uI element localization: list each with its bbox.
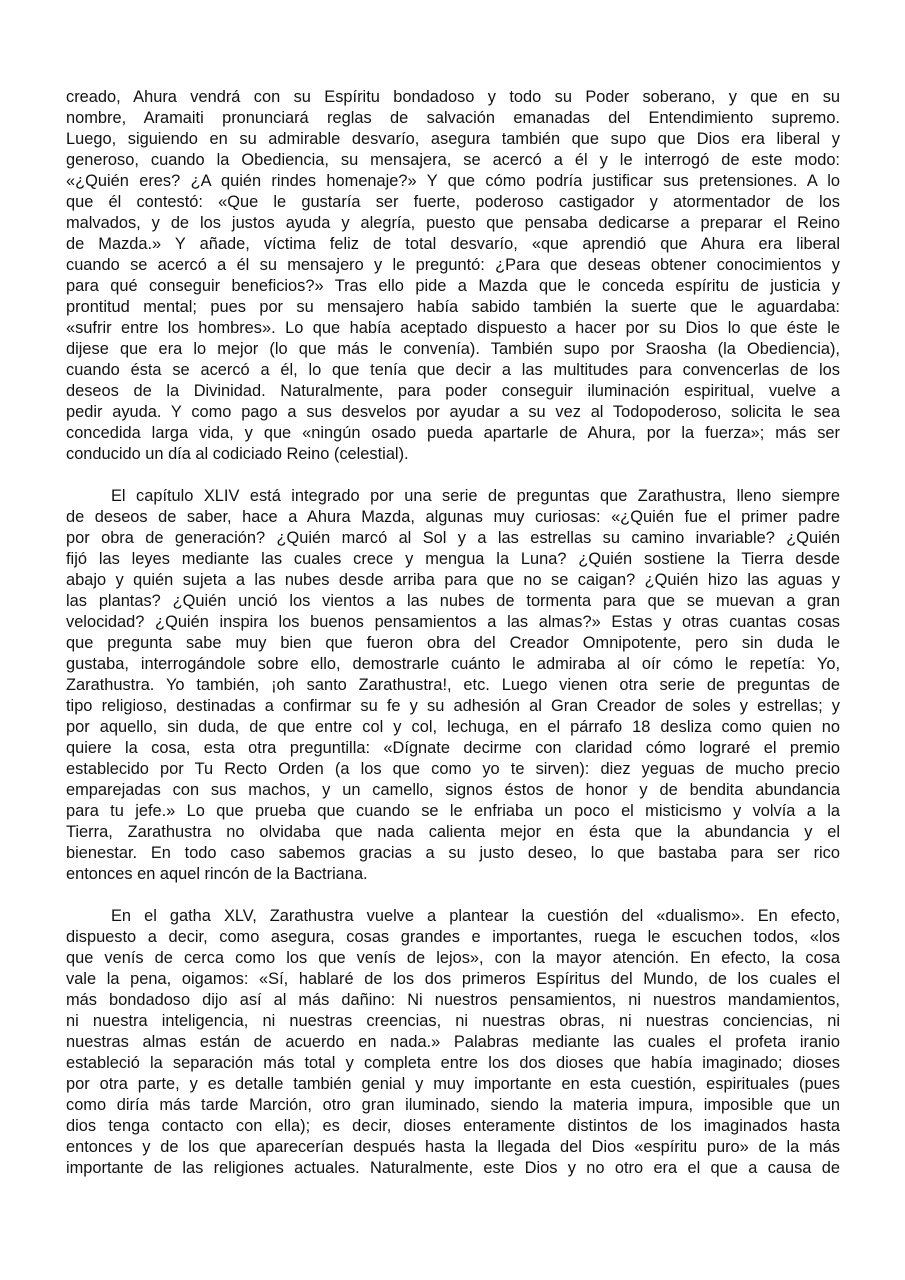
- text-line: más bondadoso dijo así al más dañino: Ni nuestros pensamientos, ni nuestros mandamientos,: [66, 991, 840, 1009]
- text-line: emparejadas con sus machos, y un camello, signos éstos de honor y de bendita abundancia: [66, 781, 840, 799]
- text-line: conducido un día al codiciado Reino (celestial).: [66, 445, 409, 463]
- document-page: [66, 87, 840, 1200]
- text-line: dispuesto a decir, como asegura, cosas grandes e importantes, ruega le escuchen todos, «los: [66, 928, 840, 946]
- text-line: de Mazda.» Y añade, víctima feliz de total desvarío, «que aprendió que Ahura era liberal: [66, 235, 840, 253]
- paragraph: [66, 486, 840, 885]
- text-line: las plantas? ¿Quién unció los vientos a las nubes de tormenta para que se muevan a gran: [66, 592, 840, 610]
- text-line: Tierra, Zarathustra no olvidaba que nada calienta mejor en ésta que la abundancia y el: [66, 823, 840, 841]
- text-line: para qué conseguir beneficios?» Tras ello pide a Mazda que le conceda espíritu de justicia y: [66, 277, 840, 295]
- text-line: importante de las religiones actuales. Naturalmente, este Dios y no otro era el que a causa de: [66, 1159, 840, 1177]
- text-line: que pregunta sabe muy bien que fueron obra del Creador Omnipotente, pero sin duda le: [66, 634, 840, 652]
- text-line: entonces y de los que aparecerían después hasta la llegada del Dios «espíritu puro» de la más: [66, 1138, 840, 1156]
- text-line: dios tenga contacto con ella); es decir, dioses enteramente distintos de los imaginados hasta: [66, 1117, 840, 1135]
- text-line: cuando ésta se acercó a él, lo que tenía que decir a las multitudes para convencerlas de los: [66, 361, 840, 379]
- text-line: como diría más tarde Marción, otro gran iluminado, siendo la materia impura, imposible que un: [66, 1096, 840, 1114]
- text-line: malvados, y de los justos ayuda y alegría, puesto que pensaba dedicarse a preparar el Reino: [66, 214, 840, 232]
- text-line: cuando se acercó a él su mensajero y le preguntó: ¿Para que deseas obtener conocimientos y: [66, 256, 840, 274]
- text-line: para tu jefe.» Lo que prueba que cuando se le enfriaba un poco el misticismo y volvía a la: [66, 802, 840, 820]
- paragraph: [66, 906, 840, 1179]
- text-line: ni nuestra inteligencia, ni nuestras creencias, ni nuestras obras, ni nuestras conciencias, ni: [66, 1012, 840, 1030]
- text-line: abajo y quién sujeta a las nubes desde arriba para que no se caigan? ¿Quién hizo las aguas y: [66, 571, 840, 589]
- text-line: velocidad? ¿Quién inspira los buenos pensamientos a las almas?» Estas y otras cuantas cosas: [66, 613, 840, 631]
- text-line: Zarathustra. Yo también, ¡oh santo Zarathustra!, etc. Luego vienen otra serie de preguntas de: [66, 676, 840, 694]
- text-line: deseos de la Divinidad. Naturalmente, para poder conseguir iluminación espiritual, vuelve a: [66, 382, 840, 400]
- paragraph: [66, 87, 840, 465]
- text-line: vale la pena, oigamos: «Sí, hablaré de los dos primeros Espíritus del Mundo, de los cuales el: [66, 970, 840, 988]
- text-line: establecido por Tu Recto Orden (a los que como yo te sirven): diez yeguas de mucho precio: [66, 760, 840, 778]
- text-line: El capítulo XLIV está integrado por una serie de preguntas que Zarathustra, lleno siempre: [111, 487, 840, 505]
- text-line: En el gatha XLV, Zarathustra vuelve a plantear la cuestión del «dualismo». En efecto,: [111, 907, 840, 925]
- text-line: pedir ayuda. Y como pago a sus desvelos por ayudar a su vez al Todopoderoso, solicita le sea: [66, 403, 840, 421]
- text-line: que él contestó: «Que le gustaría ser fuerte, poderoso castigador y atormentador de los: [66, 193, 840, 211]
- text-line: por obra de generación? ¿Quién marcó al Sol y a las estrellas su camino invariable? ¿Quién: [66, 529, 840, 547]
- text-line: por aquello, sin duda, de que entre col y col, lechuga, en el párrafo 18 desliza como quien no: [66, 718, 840, 736]
- text-line: Luego, siguiendo en su admirable desvarío, asegura también que supo que Dios era liberal y: [66, 130, 840, 148]
- text-line: generoso, cuando la Obediencia, su mensajera, se acercó a él y le interrogó de este modo:: [66, 151, 840, 169]
- text-line: nuestras almas están de acuerdo en nada.» Palabras mediante las cuales el profeta iranio: [66, 1033, 840, 1051]
- text-line: «sufrir entre los hombres». Lo que había aceptado dispuesto a hacer por su Dios lo que éste le: [66, 319, 840, 337]
- text-line: nombre, Aramaiti pronunciará reglas de salvación emanadas del Entendimiento supremo.: [66, 109, 840, 127]
- text-line: tipo religioso, destinadas a confirmar su fe y su adhesión al Gran Creador de soles y estrellas; y: [66, 697, 840, 715]
- text-line: fijó las leyes mediante las cuales crece y mengua la Luna? ¿Quién sostiene la Tierra desde: [66, 550, 840, 568]
- text-line: bienestar. En todo caso sabemos gracias a su justo deseo, lo que bastaba para ser rico: [66, 844, 840, 862]
- text-line: prontitud mental; pues por su mensajero había sabido también la suerte que le aguardaba:: [66, 298, 840, 316]
- text-line: dijese que era lo mejor (lo que más le convenía). También supo por Sraosha (la Obediencia),: [66, 340, 840, 358]
- text-line: que venís de cerca como los que venís de lejos», con la mayor atención. En efecto, la cosa: [66, 949, 840, 967]
- text-line: estableció la separación más total y completa entre los dos dioses que había imaginado; dioses: [66, 1054, 840, 1072]
- text-line: por otra parte, y es detalle también genial y muy importante en esta cuestión, espirituales (pues: [66, 1075, 840, 1093]
- text-line: «¿Quién eres? ¿A quién rindes homenaje?» Y que cómo podría justificar sus pretensiones. A lo: [66, 172, 840, 190]
- text-line: creado, Ahura vendrá con su Espíritu bondadoso y todo su Poder soberano, y que en su: [66, 88, 840, 106]
- text-line: concedida larga vida, y que «ningún osado pueda apartarle de Ahura, por la fuerza»; más ser: [66, 424, 840, 442]
- text-line: entonces en aquel rincón de la Bactriana.: [66, 865, 368, 883]
- text-line: quiere la cosa, esta otra preguntilla: «Dígnate decirme con claridad cómo lograré el premio: [66, 739, 840, 757]
- text-line: de deseos de saber, hace a Ahura Mazda, algunas muy curiosas: «¿Quién fue el primer padre: [66, 508, 840, 526]
- text-line: gustaba, interrogándole sobre ello, demostrarle cuánto le admiraba al oír cómo le repetía: Yo,: [66, 655, 840, 673]
